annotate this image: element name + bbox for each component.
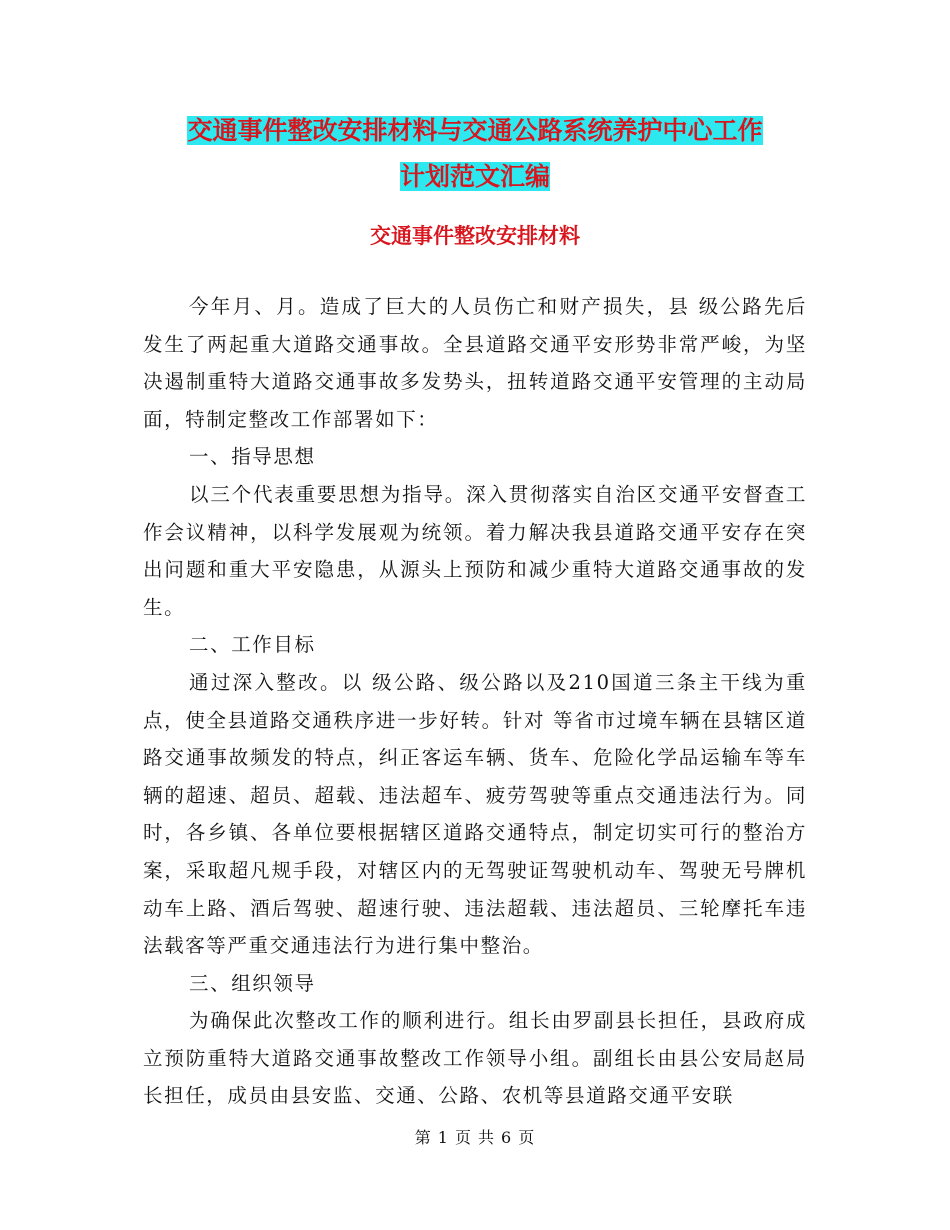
section-title: 交通事件整改安排材料 (370, 224, 580, 248)
page-footer (0, 1128, 950, 1148)
organization-leadership-paragraph: 为确保此次整改工作的顺利进行。组长由罗副县长担任，县政府成立预防重特大道路交通事故整改工作领导小组。副组长由县公安局赵局长担任，成员由县安监、交通、公路、农机等县道路交通平安联 (143, 1009, 807, 1108)
footer-total-pages: 6 (501, 1128, 513, 1147)
heading-organization-leadership: 三、组织领导 (189, 971, 316, 995)
document-title-line-2: 计划范文汇编 (399, 162, 550, 191)
document-body (143, 288, 807, 1115)
footer-prefix: 第 (414, 1128, 432, 1147)
footer-middle: 页 共 (454, 1128, 496, 1147)
footer-suffix: 页 (518, 1128, 536, 1147)
heading-work-goals: 二、工作目标 (189, 633, 316, 657)
document-title-line-1: 交通事件整改安排材料与交通公路系统养护中心工作 (187, 116, 763, 145)
document-title (140, 108, 810, 200)
guiding-ideology-paragraph: 以三个代表重要思想为指导。深入贯彻落实自治区交通平安督查工作会议精神，以科学发展观为统领。着力解决我县道路交通平安存在突出问题和重大平安隐患，从源头上预防和减少重特大道路交通事故的发生。 (143, 482, 807, 619)
intro-paragraph: 今年月、月。造成了巨大的人员伤亡和财产损失，县 级公路先后发生了两起重大道路交通事故。全县道路交通平安形势非常严峻，为坚决遏制重特大道路交通事故多发势头，扭转道路交通平安管理的主动局面，特制定整改工作部署如下： (143, 295, 807, 431)
footer-page-number: 1 (437, 1128, 449, 1147)
work-goals-paragraph: 通过深入整改。以 级公路、级公路以及210国道三条主干线为重点，使全县道路交通秩序进一步好转。针对 等省市过境车辆在县辖区道路交通事故频发的特点，纠正客运车辆、货车、危险化学品运输车等车辆的超速、超员、超载、违法超车、疲劳驾驶等重点交通违法行为。同时，各乡镇、各单位要根据辖区道路交通特点，制定切实可行的整治方案，采取超凡规手段，对辖区内的无驾驶证驾驶机动车、驾驶无号牌机动车上路、酒后驾驶、超速行驶、违法超载、违法超员、三轮摩托车违法载客等严重交通违法行为进行集中整治。 (143, 670, 807, 958)
heading-guiding-ideology: 一、指导思想 (189, 445, 316, 469)
